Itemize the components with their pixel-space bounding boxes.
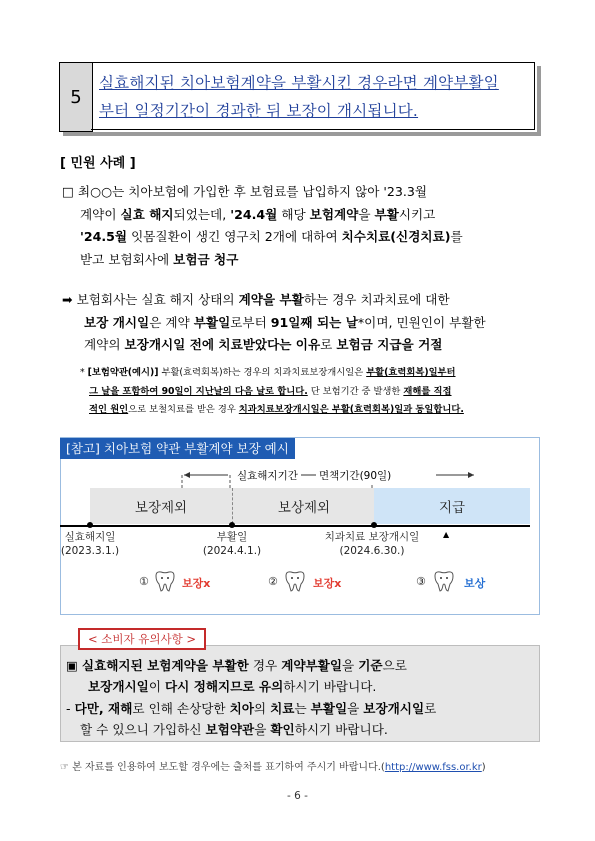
case-label: [ 민원 사례 ] (60, 156, 136, 171)
tooth-case-1-number: ① (139, 575, 149, 588)
case-paragraph-1: □ 최○○는 치아보험에 가입한 후 보험료를 납입하지 않아 '23.3월 계약이 실효 해지되었는데, '24.4월 해당 보험계약을 부활시키고 '24.5월 잇몸질환이 생긴 영구치 2개에 대하여 치수치료(신경치료)를 받고 보험회사에 보험금 청구 (62, 184, 463, 267)
tick-lapse: 실효해지일 (2023.3.1.) (60, 531, 120, 557)
tooth-icon (153, 570, 177, 592)
fss-link[interactable]: http://www.fss.or.kr (384, 762, 482, 773)
tooth-icon (283, 570, 307, 592)
case-paragraph-2: ➡ 보험회사는 실효 해지 상태의 계약을 부활하는 경우 치과치료에 대한 보장 개시일은 계약 부활일로부터 91일째 되는 날*이며, 민원인이 부활한 계약의 보장개시일 전에 치료받았다는 이유로 보험금 지급을 거절 (62, 292, 486, 352)
section-title (91, 62, 535, 130)
policy-note: * [보험약관(예시)] 부활(효력회복)하는 경우의 치과치료보장개시일은 부활(효력회복)일부터 그 날을 포함하여 90일이 지난날의 다음 날로 합니다. 단 보험기간 중 발생한 재해를 직접 적인 원인으로 보철치료를 받은 경우 치과치료보장개시일은 부활(효력회복)일과 동일합니다. (80, 367, 464, 415)
page-number: - 6 - (287, 790, 308, 802)
section-number: 5 (59, 62, 93, 132)
tooth-case-2-label: 보장x (313, 577, 342, 590)
square-bullet-icon: □ (62, 184, 74, 199)
segment-paid: 지급 (374, 488, 530, 524)
pointing-hand-icon: ☞ (60, 762, 69, 773)
consumer-notice-1: ▣ 실효해지된 보험계약을 부활한 경우 계약부활일을 기준으로 보장개시일이 다시 정해지므로 유의하시기 바랍니다. (66, 658, 407, 694)
tooth-case-3-label: 보상 (464, 577, 486, 590)
timeline-point (371, 522, 377, 528)
section-heading (59, 62, 537, 132)
tooth-case-3-number: ③ (416, 575, 426, 588)
tooth-case-2-number: ② (268, 575, 278, 588)
triangle-marker-icon: ▲ (443, 530, 450, 539)
tick-revival: 부활일 (2024.4.1.) (202, 531, 262, 557)
consumer-notice-tab: < 소비자 유의사항 > (78, 628, 206, 650)
timeline-point (229, 522, 235, 528)
citation-note: ☞ 본 자료를 인용하여 보도할 경우에는 출처를 표기하여 주시기 바랍니다.(http://www.fss.or.kr) (60, 762, 486, 773)
arrow-right-icon: ➡ (62, 292, 73, 307)
timeline-axis (60, 525, 530, 527)
section-title-line1: 실효해지된 치아보험계약을 부활시킨 경우라면 계약부활일 (99, 74, 499, 92)
segment-compensation-excluded: 보상제외 (232, 488, 375, 524)
tooth-icon (432, 570, 456, 592)
section-title-line2: 부터 일정기간이 경과한 뒤 보장이 개시됩니다. (99, 102, 419, 120)
segment-coverage-excluded: 보장제외 (90, 488, 232, 524)
lapse-period-label: 실효해지기간 (234, 468, 301, 483)
consumer-notice-2: - 다만, 재해로 인해 손상당한 치아의 치료는 부활일을 보장개시일로 할 수 있으니 가입하신 보험약관을 확인하시기 바랍니다. (66, 701, 437, 737)
timeline-point (87, 522, 93, 528)
tooth-case-1-label: 보장x (182, 577, 211, 590)
tick-coverage-start: 치과치료 보장개시일 (2024.6.30.) (324, 531, 420, 557)
reference-title: [참고] 치아보험 약관 부활계약 보장 예시 (60, 438, 295, 459)
exemption-period-label: 면책기간(90일) (316, 468, 394, 483)
box-bullet-icon: ▣ (66, 658, 78, 673)
